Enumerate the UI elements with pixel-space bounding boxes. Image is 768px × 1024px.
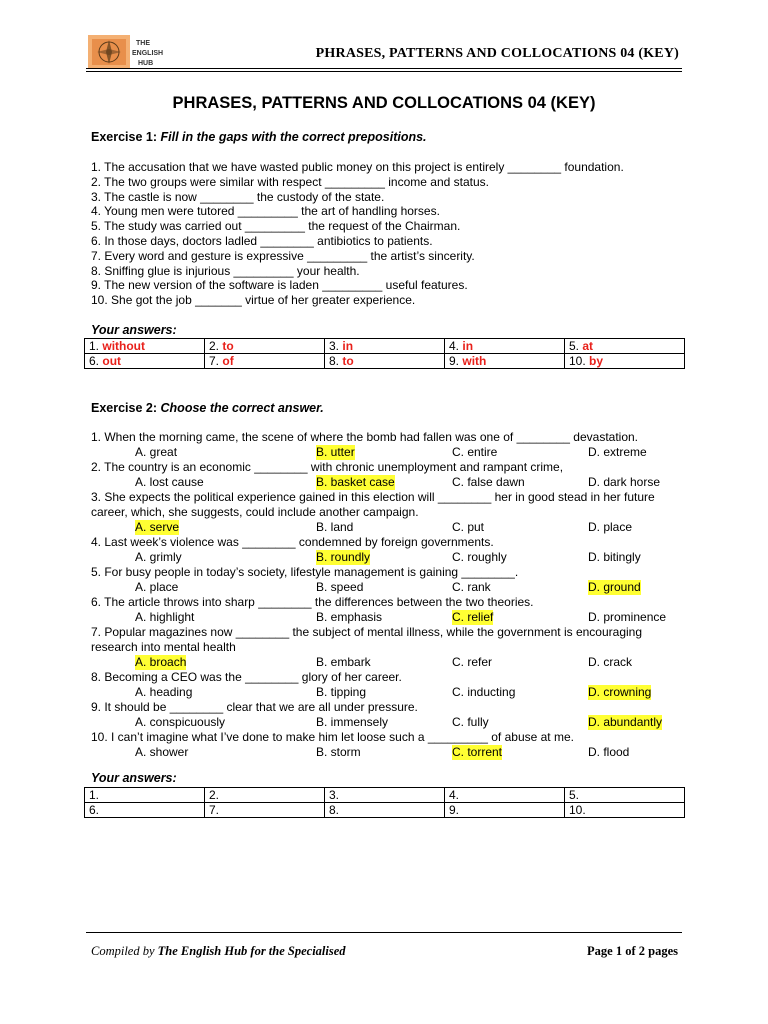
mc-options [91, 610, 691, 625]
table-row [85, 803, 685, 818]
table-row [85, 339, 685, 354]
mc-question [91, 430, 691, 460]
mc-option[interactable]: C. rank [452, 580, 491, 594]
mc-option[interactable]: A. great [135, 445, 178, 459]
mc-option[interactable]: D. bitingly [588, 550, 641, 564]
exercise-2-answer-table [84, 787, 685, 818]
mc-option[interactable]: B. utter [316, 445, 355, 459]
mc-question [91, 625, 691, 670]
answer-cell[interactable]: 6. [85, 803, 205, 818]
question-line: 9. The new version of the software is laden _________ useful features. [91, 278, 468, 293]
mc-question [91, 490, 691, 535]
answer-cell: 6. out [85, 354, 205, 369]
exercise-2-answers-label: Your answers: [91, 771, 177, 785]
answer-cell[interactable]: 4. [445, 788, 565, 803]
answer-value: in [462, 339, 474, 353]
mc-options [91, 580, 691, 595]
mc-options [91, 550, 691, 565]
question-line: 10. She got the job _______ virtue of her greater experience. [91, 293, 416, 308]
answer-cell: 10. by [565, 354, 685, 369]
mc-options [91, 685, 691, 700]
mc-option[interactable]: A. serve [135, 520, 180, 534]
mc-question-text: 3. She expects the political experience gained in this election will ________ her in good stead in her future career, which, she suggests, could include another campaign. [91, 490, 655, 519]
mc-question-text: 10. I can’t imagine what I’ve done to make him let loose such a _________ of abuse at me. [91, 730, 574, 744]
answer-cell: 3. in [325, 339, 445, 354]
svg-text:HUB: HUB [138, 60, 154, 67]
mc-option[interactable]: B. emphasis [316, 610, 383, 624]
mc-question [91, 595, 691, 625]
mc-option[interactable]: C. false dawn [452, 475, 525, 489]
question-line: 6. In those days, doctors ladled ________ antibiotics to patients. [91, 233, 433, 248]
mc-option[interactable]: C. entire [452, 445, 498, 459]
exercise-1-questions [91, 160, 624, 308]
mc-option[interactable]: B. immensely [316, 715, 389, 729]
page-title: PHRASES, PATTERNS AND COLLOCATIONS 04 (KEY) [172, 94, 596, 112]
footer-credit [91, 944, 346, 959]
answer-cell[interactable]: 2. [205, 788, 325, 803]
exercise-2-heading [91, 401, 324, 415]
mc-option[interactable]: D. abundantly [588, 715, 663, 729]
mc-option[interactable]: A. conspicuously [135, 715, 226, 729]
mc-options [91, 745, 691, 760]
answer-value: without [102, 339, 146, 353]
answer-cell[interactable]: 10. [565, 803, 685, 818]
mc-option[interactable]: D. place [588, 520, 633, 534]
mc-option[interactable]: A. grimly [135, 550, 182, 564]
footer-rule [86, 932, 682, 933]
mc-question-text: 2. The country is an economic ________ with chronic unemployment and rampant crime, [91, 460, 564, 474]
mc-question [91, 670, 691, 700]
mc-option[interactable]: D. crowning [588, 685, 652, 699]
answer-value: to [342, 354, 354, 368]
exercise-1-label: Exercise 1: [91, 130, 158, 144]
mc-question-text: 7. Popular magazines now ________ the subject of mental illness, while the government is encouraging research into mental health [91, 625, 643, 654]
mc-options [91, 445, 691, 460]
mc-option[interactable]: A. shower [135, 745, 189, 759]
exercise-2-questions [91, 430, 691, 760]
answer-cell[interactable]: 5. [565, 788, 685, 803]
answer-value: to [222, 339, 234, 353]
mc-question-text: 4. Last week’s violence was ________ condemned by foreign governments. [91, 535, 494, 549]
page-number: Page 1 of 2 pages [587, 944, 678, 958]
mc-option[interactable]: B. basket case [316, 475, 395, 489]
answer-cell: 1. without [85, 339, 205, 354]
mc-options [91, 655, 691, 670]
mc-options [91, 475, 691, 490]
mc-option[interactable]: D. crack [588, 655, 633, 669]
mc-option[interactable]: C. refer [452, 655, 493, 669]
mc-option[interactable]: A. place [135, 580, 179, 594]
mc-option[interactable]: C. put [452, 520, 485, 534]
question-line: 5. The study was carried out _________ the request of the Chairman. [91, 219, 461, 234]
mc-option[interactable]: A. highlight [135, 610, 195, 624]
answer-value: by [589, 354, 604, 368]
mc-question [91, 565, 691, 595]
answer-cell[interactable]: 7. [205, 803, 325, 818]
mc-option[interactable]: B. storm [316, 745, 361, 759]
svg-text:THE: THE [136, 40, 150, 47]
question-line: 8. Sniffing glue is injurious _________ your health. [91, 263, 360, 278]
mc-options [91, 520, 691, 535]
mc-question [91, 535, 691, 565]
footer-compiled-by: Compiled by [91, 944, 155, 958]
exercise-1-answer-table [84, 338, 685, 369]
mc-question-text: 1. When the morning came, the scene of where the bomb had fallen was one of ________ devastation. [91, 430, 639, 444]
svg-text:ENGLISH: ENGLISH [132, 50, 164, 57]
mc-option[interactable]: D. extreme [588, 445, 647, 459]
header-rule [86, 68, 682, 69]
exercise-2-label: Exercise 2: [91, 401, 158, 415]
answer-cell: 4. in [445, 339, 565, 354]
answer-value: at [582, 339, 594, 353]
answer-cell: 2. to [205, 339, 325, 354]
mc-option[interactable]: D. prominence [588, 610, 667, 624]
mc-option[interactable]: C. relief [452, 610, 494, 624]
mc-option[interactable]: C. roughly [452, 550, 507, 564]
english-hub-logo [88, 33, 170, 71]
mc-option[interactable]: C. inducting [452, 685, 516, 699]
table-row [85, 354, 685, 369]
answer-cell[interactable]: 3. [325, 788, 445, 803]
mc-question [91, 460, 691, 490]
mc-option[interactable]: C. torrent [452, 745, 503, 759]
mc-option[interactable]: A. broach [135, 655, 187, 669]
mc-option[interactable]: D. dark horse [588, 475, 661, 489]
question-line: 2. The two groups were similar with respect _________ income and status. [91, 174, 489, 189]
mc-option[interactable]: B. land [316, 520, 354, 534]
mc-option[interactable]: B. roundly [316, 550, 371, 564]
mc-question-text: 8. Becoming a CEO was the ________ glory of her career. [91, 670, 402, 684]
answer-cell: 5. at [565, 339, 685, 354]
mc-question [91, 700, 691, 730]
answer-cell: 9. with [445, 354, 565, 369]
table-row [85, 788, 685, 803]
answer-value: out [102, 354, 122, 368]
mc-question [91, 730, 691, 760]
mc-options [91, 715, 691, 730]
exercise-1-answers-label: Your answers: [91, 323, 177, 337]
mc-option[interactable]: C. fully [452, 715, 489, 729]
answer-cell: 8. to [325, 354, 445, 369]
answer-cell[interactable]: 9. [445, 803, 565, 818]
question-line: 3. The castle is now ________ the custody of the state. [91, 189, 385, 204]
header-title: PHRASES, PATTERNS AND COLLOCATIONS 04 (KEY) [315, 46, 679, 61]
question-line: 4. Young men were tutored _________ the art of handling horses. [91, 204, 440, 219]
answer-cell[interactable]: 8. [325, 803, 445, 818]
answer-value: with [462, 354, 487, 368]
exercise-1-instruction: Fill in the gaps with the correct prepositions. [160, 130, 427, 144]
header-rule [86, 71, 682, 72]
mc-option[interactable]: B. embark [316, 655, 371, 669]
mc-question-text: 5. For busy people in today’s society, lifestyle management is gaining ________. [91, 565, 519, 579]
mc-option[interactable]: D. flood [588, 745, 630, 759]
answer-value: of [222, 354, 234, 368]
mc-question-text: 6. The article throws into sharp ________ the differences between the two theories. [91, 595, 534, 609]
answer-cell: 7. of [205, 354, 325, 369]
footer-org: The English Hub for the Specialised [157, 944, 346, 958]
question-line: 1. The accusation that we have wasted public money on this project is entirely ________ foundation. [91, 160, 624, 174]
mc-option[interactable]: B. tipping [316, 685, 367, 699]
mc-question-text: 9. It should be ________ clear that we are all under pressure. [91, 700, 418, 714]
question-line: 7. Every word and gesture is expressive _________ the artist’s sincerity. [91, 248, 475, 263]
answer-value: in [342, 339, 354, 353]
exercise-1-heading [91, 130, 427, 144]
exercise-2-instruction: Choose the correct answer. [160, 401, 324, 415]
answer-cell[interactable]: 1. [85, 788, 205, 803]
mc-option[interactable]: B. speed [316, 580, 364, 594]
mc-option[interactable]: D. ground [588, 580, 641, 594]
mc-option[interactable]: A. lost cause [135, 475, 204, 489]
mc-option[interactable]: A. heading [135, 685, 193, 699]
